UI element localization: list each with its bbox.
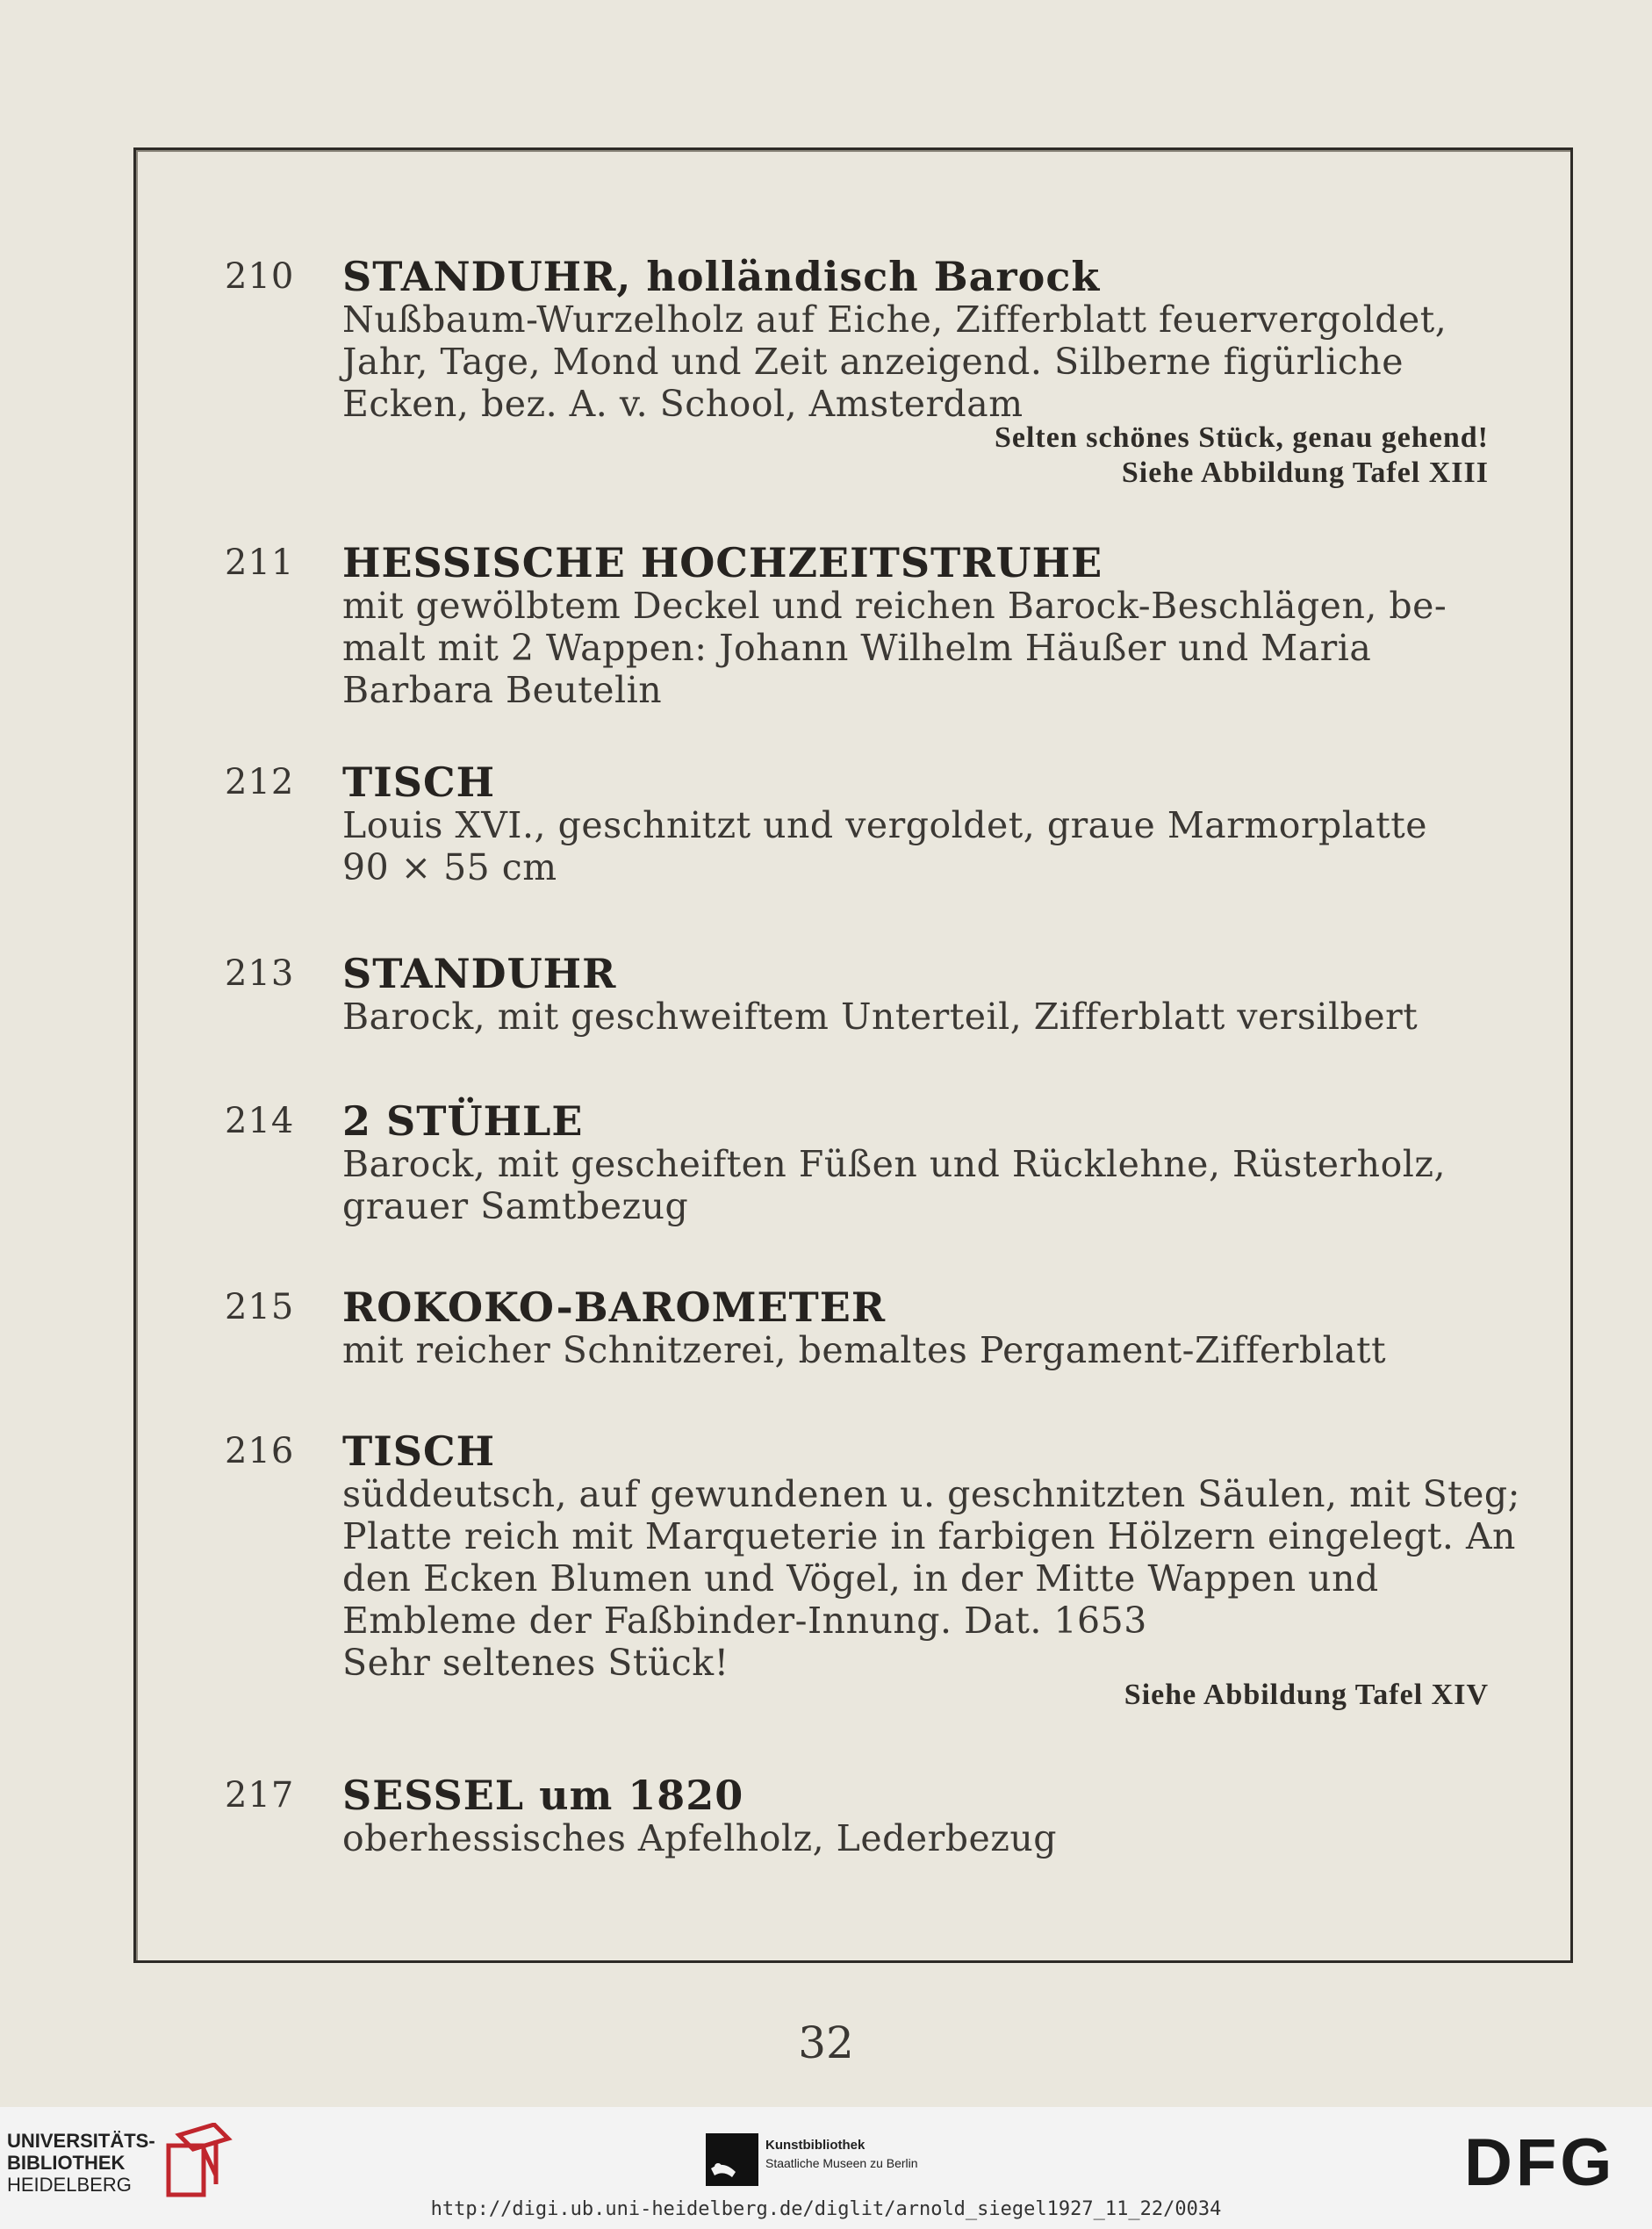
lot-description (342, 585, 1483, 711)
lot-description (342, 1817, 1483, 1859)
page-number: 32 (798, 2017, 854, 2068)
lot-description (342, 298, 1483, 425)
lot-number: 213 (225, 953, 295, 994)
lot-title: TISCH (342, 759, 496, 806)
description-line: Barock, mit gescheiften Füßen und Rücklehne, Rüsterholz, (342, 1143, 1446, 1185)
lot-description (342, 1473, 1520, 1684)
kunstbibliothek-logo-icon[interactable] (706, 2133, 758, 2186)
lot-title: HESSISCHE HOCHZEITSTRUHE (342, 539, 1103, 586)
description-line: 90 × 55 cm (342, 846, 557, 888)
description-line: mit gewölbtem Deckel und reichen Barock-Beschlägen, be- (342, 585, 1447, 627)
description-line: malt mit 2 Wappen: Johann Wilhelm Häußer und Maria (342, 627, 1372, 669)
description-line: Ecken, bez. A. v. School, Amsterdam (342, 383, 1024, 425)
illustration-reference: Siehe Abbildung Tafel XIV (1124, 1679, 1489, 1711)
kb-line-2: Staatliche Museen zu Berlin (765, 2156, 918, 2170)
lot-number: 215 (225, 1287, 295, 1327)
description-line: oberhessisches Apfelholz, Lederbezug (342, 1817, 1058, 1859)
description-line: grauer Samtbezug (342, 1185, 689, 1227)
lot-number: 210 (225, 256, 295, 297)
lot-number: 217 (225, 1775, 295, 1816)
ub-heidelberg-logo-icon[interactable] (163, 2123, 233, 2202)
ub-line-2: BIBLIOTHEK (7, 2152, 126, 2174)
lot-number: 216 (225, 1431, 295, 1471)
description-line: Embleme der Faßbinder-Innung. Dat. 1653 (342, 1600, 1147, 1642)
permalink-url[interactable]: http://digi.ub.uni-heidelberg.de/diglit/arnold_siegel1927_11_22/0034 (430, 2198, 1222, 2220)
lot-number: 212 (225, 762, 295, 802)
kb-line-1: Kunstbibliothek (765, 2138, 866, 2153)
lot-title: STANDUHR (342, 950, 617, 997)
lot-title: ROKOKO-BAROMETER (342, 1283, 887, 1331)
ub-line-3: HEIDELBERG (7, 2174, 132, 2196)
description-line: Platte reich mit Marqueterie in farbigen Hölzern eingelegt. An (342, 1515, 1516, 1557)
lot-description (342, 804, 1483, 888)
description-line: Jahr, Tage, Mond und Zeit anzeigend. Silberne figürliche (342, 341, 1404, 383)
description-line: Barock, mit geschweiftem Unterteil, Zifferblatt versilbert (342, 996, 1419, 1038)
lot-description (342, 1143, 1483, 1227)
digitization-footer (0, 2107, 1652, 2229)
illustration-reference: Siehe Abbildung Tafel XIII (1121, 457, 1489, 489)
description-line: Sehr seltenes Stück! (342, 1642, 729, 1684)
lot-title: STANDUHR, holländisch Barock (342, 253, 1101, 300)
lot-title: SESSEL um 1820 (342, 1772, 744, 1819)
lot-title: TISCH (342, 1427, 496, 1475)
ub-heidelberg-wordmark[interactable] (7, 2130, 155, 2196)
lot-description (342, 1329, 1483, 1371)
description-line: Louis XVI., geschnitzt und vergoldet, graue Marmorplatte (342, 804, 1428, 846)
lot-number: 214 (225, 1101, 295, 1141)
description-line: Barbara Beutelin (342, 669, 663, 711)
description-line: den Ecken Blumen und Vögel, in der Mitte Wappen und (342, 1557, 1379, 1600)
description-line: Nußbaum-Wurzelholz auf Eiche, Zifferblatt feuervergoldet, (342, 298, 1447, 341)
lot-description (342, 996, 1483, 1038)
ub-line-1: UNIVERSITÄTS- (7, 2130, 155, 2152)
lot-number: 211 (225, 543, 295, 583)
lot-note: Selten schönes Stück, genau gehend! (994, 421, 1489, 454)
description-line: mit reicher Schnitzerei, bemaltes Pergament-Zifferblatt (342, 1329, 1387, 1371)
dfg-logo[interactable]: DFG (1464, 2125, 1616, 2200)
description-line: süddeutsch, auf gewundenen u. geschnitzten Säulen, mit Steg; (342, 1473, 1520, 1515)
lot-title: 2 STÜHLE (342, 1097, 584, 1145)
kunstbibliothek-label (765, 2137, 918, 2172)
